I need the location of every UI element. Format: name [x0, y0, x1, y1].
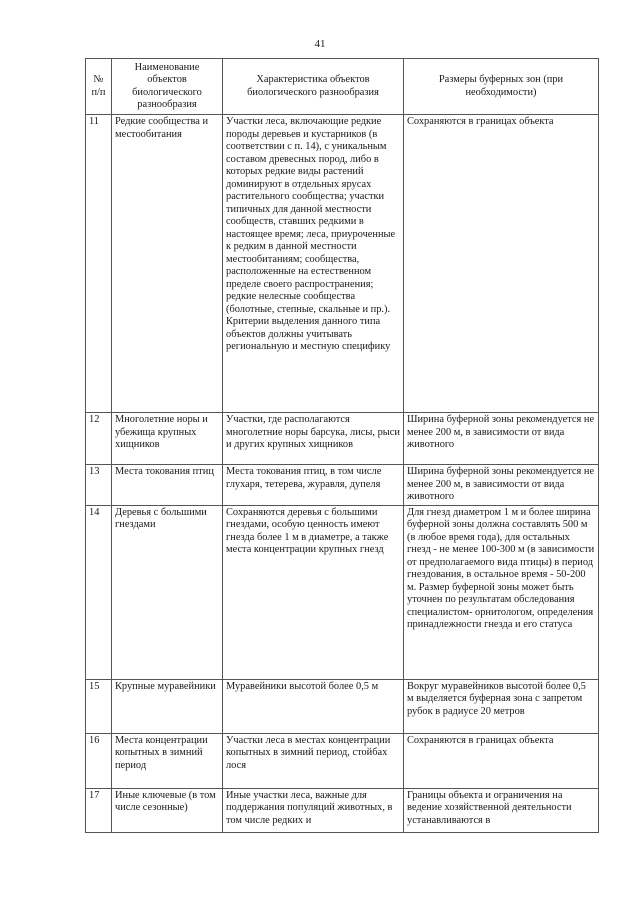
table-row	[86, 679, 599, 733]
header-buffer-zone: Размеры буферных зон (при необходимости)	[404, 59, 599, 115]
row-object-name: Деревья с большими гнездами	[112, 505, 223, 679]
row-buffer-zone: Вокруг муравейников высотой более 0,5 м выделяется буферная зона с запретом рубок в радиусе 20 метров	[404, 679, 599, 733]
row-number: 12	[86, 413, 112, 465]
row-object-name: Иные ключевые (в том числе сезонные)	[112, 788, 223, 832]
table-row	[86, 413, 599, 465]
row-characteristic: Сохраняются деревья с большими гнездами, особую ценность имеют гнезда более 1 м в диаметре, а также места концентрации крупных гнезд	[223, 505, 404, 679]
row-characteristic: Иные участки леса, важные для поддержания популяций животных, в том числе редких и	[223, 788, 404, 832]
row-buffer-zone: Для гнезд диаметром 1 м и более ширина буферной зоны должна составлять 500 м (в любое время года), для остальных гнезд - не менее 100-300 м (в зависимости от предполагаемого вида птицы) в период гнездования, в остальное время - 50-200 м. Размер буферной зоны может быть уточнен по результатам обследования специалистом- орнитологом, определения принадлежности гнезда и его статуса	[404, 505, 599, 679]
row-number: 11	[86, 115, 112, 413]
table-header-row	[86, 59, 599, 115]
row-characteristic: Места токования птиц, в том числе глухаря, тетерева, журавля, дупеля	[223, 465, 404, 506]
row-buffer-zone: Ширина буферной зоны рекомендуется не менее 200 м, в зависимости от вида животного	[404, 465, 599, 506]
row-buffer-zone: Границы объекта и ограничения на ведение хозяйственной деятельности устанавливаются в	[404, 788, 599, 832]
row-buffer-zone: Сохраняются в границах объекта	[404, 115, 599, 413]
table-row	[86, 465, 599, 506]
row-number: 14	[86, 505, 112, 679]
row-number: 16	[86, 733, 112, 788]
page-number: 41	[314, 38, 326, 50]
biodiversity-objects-table	[85, 58, 599, 833]
row-characteristic: Участки леса в местах концентрации копытных в зимний период, стойбах лося	[223, 733, 404, 788]
header-object-name: Наименование объектов биологического разнообразия	[112, 59, 223, 115]
row-number: 15	[86, 679, 112, 733]
row-object-name: Редкие сообщества и местообитания	[112, 115, 223, 413]
row-number: 17	[86, 788, 112, 832]
row-buffer-zone: Сохраняются в границах объекта	[404, 733, 599, 788]
row-object-name: Крупные муравейники	[112, 679, 223, 733]
row-object-name: Места токования птиц	[112, 465, 223, 506]
table-row	[86, 733, 599, 788]
row-characteristic: Участки леса, включающие редкие породы деревьев и кустарников (в соответствии с п. 14), с уникальным составом древесных пород, либо в которых редкие виды растений доминируют в отдельных ярусах растительного сообщества; участки типичных для данной местности сообществ, ставших редкими в настоящее время; леса, приуроченные к редким в данной местности местообитаниям; сообщества, расположенные на естественном пределе своего распространения; редкие нелесные сообщества (болотные, степные, скальные и пр.). Критерии выделения данного типа объектов должны учитывать региональную и местную специфику	[223, 115, 404, 413]
row-characteristic: Участки, где располагаются многолетние норы барсука, лисы, рыси и других крупных хищников	[223, 413, 404, 465]
row-characteristic: Муравейники высотой более 0,5 м	[223, 679, 404, 733]
row-object-name: Места концентрации копытных в зимний период	[112, 733, 223, 788]
row-number: 13	[86, 465, 112, 506]
table-row	[86, 115, 599, 413]
table-row	[86, 505, 599, 679]
header-number: № п/п	[86, 59, 112, 115]
row-buffer-zone: Ширина буферной зоны рекомендуется не менее 200 м, в зависимости от вида животного	[404, 413, 599, 465]
row-object-name: Многолетние норы и убежища крупных хищников	[112, 413, 223, 465]
table-row	[86, 788, 599, 832]
header-characteristic: Характеристика объектов биологического разнообразия	[223, 59, 404, 115]
